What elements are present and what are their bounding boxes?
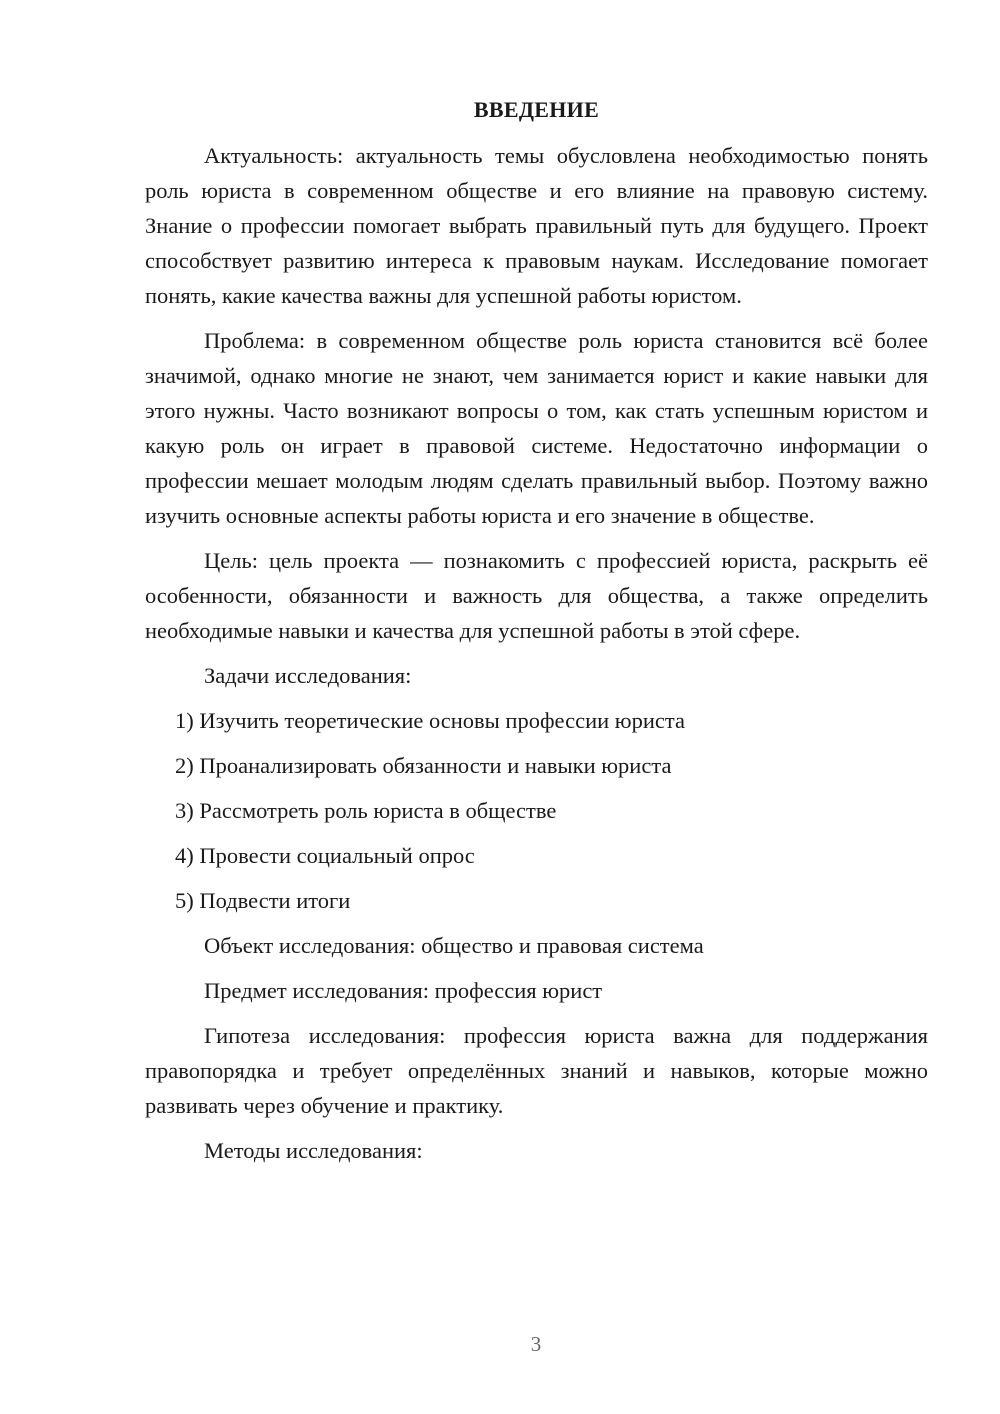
- tasks-list: [145, 703, 928, 918]
- methods-heading: Методы исследования:: [204, 1138, 423, 1163]
- relevance-paragraph: Актуальность: актуальность темы обусловлена необходимостью понять роль юриста в современном обществе и его влияние на правовую систему. Знание о профессии помогает выбрать правильный путь для будущего. Проект способствует развитию интереса к правовым наукам. Исследование помогает понять, какие качества важны для успешной работы юристом.: [145, 143, 928, 308]
- list-item: 2) Проанализировать обязанности и навыки юриста: [175, 753, 672, 778]
- tasks-heading: Задачи исследования:: [204, 663, 412, 688]
- document-page: [145, 92, 928, 1178]
- problem-paragraph: Проблема: в современном обществе роль юриста становится всё более значимой, однако многие не знают, чем занимается юрист и какие навыки для этого нужны. Часто возникают вопросы о том, как стать успешным юристом и какую роль он играет в правовой системе. Недостаточно информации о профессии мешает молодым людям сделать правильный выбор. Поэтому важно изучить основные аспекты работы юриста и его значение в обществе.: [145, 328, 928, 528]
- page-title: ВВЕДЕНИЕ: [473, 97, 600, 122]
- goal-paragraph: Цель: цель проекта — познакомить с профессией юриста, раскрыть её особенности, обязанности и важность для общества, а также определить необходимые навыки и качества для успешной работы в этой сфере.: [145, 548, 928, 643]
- list-item: 5) Подвести итоги: [175, 888, 351, 913]
- subject-paragraph: Предмет исследования: профессия юрист: [204, 978, 603, 1003]
- list-item: 3) Рассмотреть роль юриста в обществе: [175, 798, 557, 823]
- list-item: 4) Провести социальный опрос: [175, 843, 475, 868]
- list-item: 1) Изучить теоретические основы профессии юриста: [175, 708, 685, 733]
- object-paragraph: Объект исследования: общество и правовая система: [204, 933, 704, 958]
- page-number: 3: [530, 1332, 542, 1356]
- hypothesis-paragraph: Гипотеза исследования: профессия юриста важна для поддержания правопорядка и требует определённых знаний и навыков, которые можно развивать через обучение и практику.: [145, 1023, 928, 1118]
